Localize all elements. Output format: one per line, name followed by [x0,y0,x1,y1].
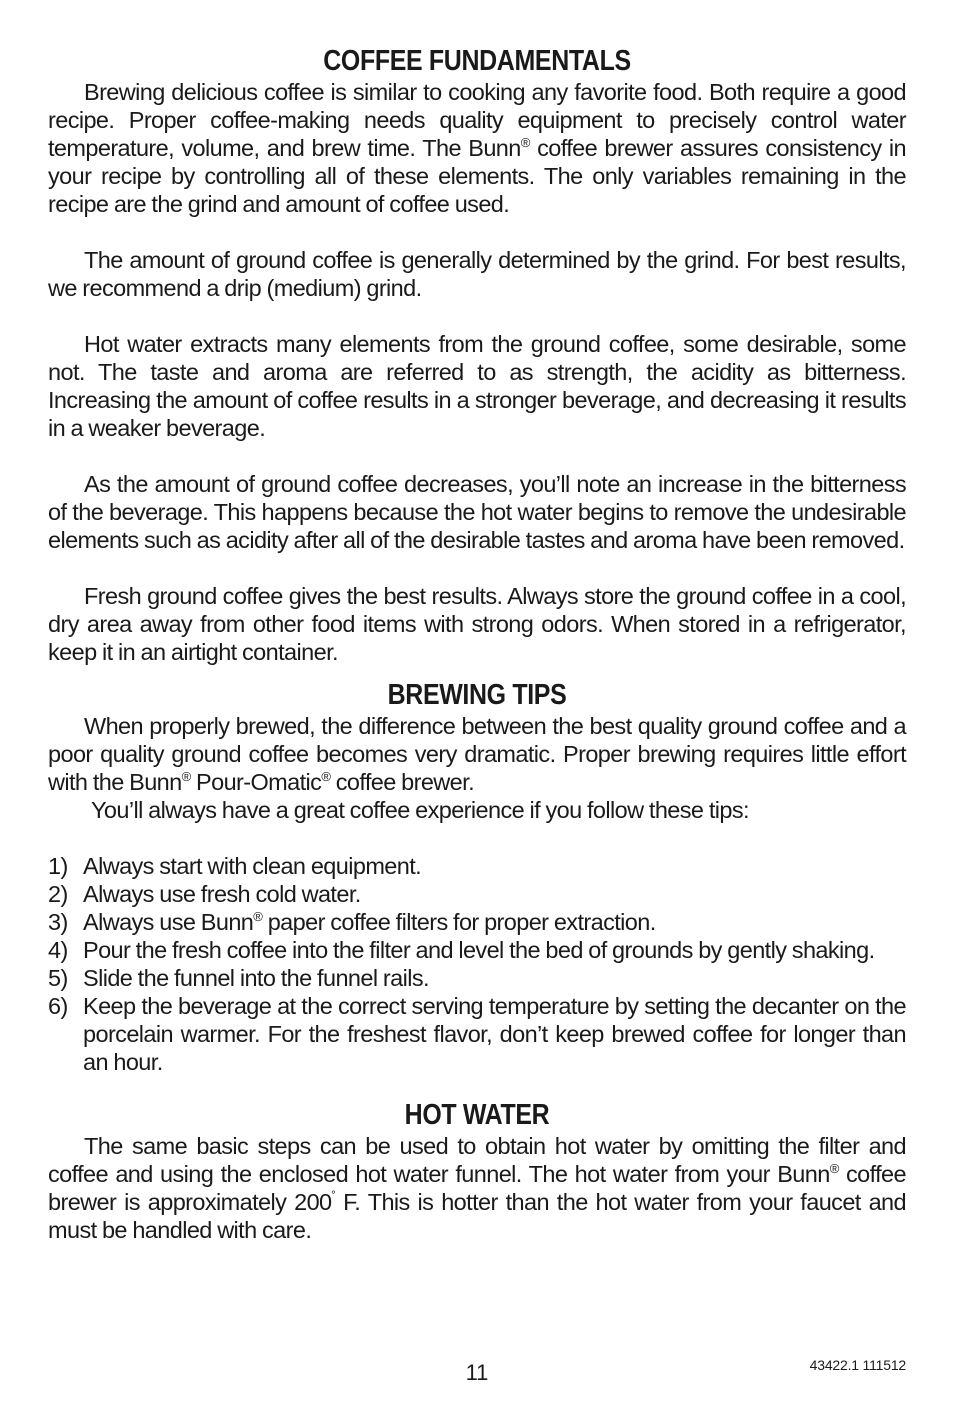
list-item-number: 2) [48,881,68,907]
list-item-text: Pour the fresh coffee into the filter and level the bed of grounds by gently shaking. [83,937,875,963]
brewing-tips-section [48,678,906,1076]
coffee-fundamentals-paragraph-5: Fresh ground coffee gives the best results. Always store the ground coffee in a cool, dry area away from other food items with strong odors. When stored in a refrigerator, keep it in an airtight container. [48,583,906,665]
brewing-tips-list [48,852,906,1076]
text-run: F. This is hotter than the hot water from your faucet and must be handled with care. [48,1189,906,1243]
hot-water-section [48,1098,906,1244]
coffee-fundamentals-paragraph-1 [48,78,906,218]
coffee-fundamentals-section [48,44,906,666]
registered-mark: ® [181,769,191,784]
coffee-fundamentals-paragraph-3: Hot water extracts many elements from the ground coffee, some desirable, some not. The taste and aroma are referred to as strength, the acidity as bitterness. Increasing the amount of coffee results in a stronger beverage, and decreasing it results in a weaker beverage. [48,331,906,441]
manual-page [48,44,906,1244]
registered-mark: ® [520,135,530,150]
registered-mark: ® [253,909,263,924]
list-item-number: 4) [48,937,68,963]
list-item [48,852,906,880]
list-item-text: Always use Bunn [83,909,254,935]
text-run: Pour-Omatic [190,769,322,795]
registered-mark: ® [829,1161,839,1176]
list-item [48,880,906,908]
list-item [48,908,906,936]
registered-mark: ® [321,769,331,784]
list-item-text: Always start with clean equipment. [83,853,422,879]
text-run: The same basic steps can be used to obtain hot water by omitting the filter and coffee and using the enclosed hot water funnel. The hot water from your Bunn [48,1133,906,1187]
list-item-number: 1) [48,853,68,879]
document-code: 43422.1 111512 [809,1357,906,1373]
list-item-text: Slide the funnel into the funnel rails. [83,965,429,991]
degree-mark: ˚ [331,1189,336,1204]
text-run: Brewing delicious coffee is similar to cooking any favorite food. Both require a good recipe. Proper coffee-making needs quality equipment to precisely control water temperature, volume, and brew time. The Bunn [48,79,906,161]
list-item-text: Keep the beverage at the correct serving temperature by setting the decanter on the porcelain warmer. For the freshest flavor, don’t keep brewed coffee for longer than an hour. [83,993,906,1075]
list-item-number: 6) [48,993,68,1019]
list-item-number: 5) [48,965,68,991]
brewing-tips-lead: You’ll always have a great coffee experience if you follow these tips: [91,797,749,823]
coffee-fundamentals-heading: COFFEE FUNDAMENTALS [323,45,631,77]
page-number: 11 [465,1360,489,1385]
brewing-tips-heading: BREWING TIPS [387,679,567,711]
brewing-tips-paragraph-1 [48,712,906,796]
text-run: coffee brewer assures consistency in your recipe by controlling all of these elements. The only variables remaining in the recipe are the grind and amount of coffee used. [48,135,906,217]
list-item [48,964,906,992]
list-item-text: Always use fresh cold water. [83,881,361,907]
coffee-fundamentals-paragraph-4: As the amount of ground coffee decreases, you’ll note an increase in the bitterness of the beverage. This happens because the hot water begins to remove the undesirable elements such as acidity after all of the desirable tastes and aroma have been removed. [48,471,906,553]
text-run: When properly brewed, the difference between the best quality ground coffee and a poor quality ground coffee becomes very dramatic. Proper brewing requires little effort with the Bunn [48,713,906,795]
hot-water-paragraph-1 [48,1132,906,1244]
hot-water-heading: HOT WATER [404,1099,550,1131]
coffee-fundamentals-paragraph-2: The amount of ground coffee is generally determined by the grind. For best results, we recommend a drip (medium) grind. [48,247,906,301]
text-run: coffee brewer. [330,769,475,795]
list-item-number: 3) [48,909,68,935]
list-item-text: paper coffee filters for proper extraction. [262,909,656,935]
list-item [48,936,906,964]
text-run: coffee brewer is approximately 200 [48,1161,906,1215]
list-item [48,992,906,1076]
